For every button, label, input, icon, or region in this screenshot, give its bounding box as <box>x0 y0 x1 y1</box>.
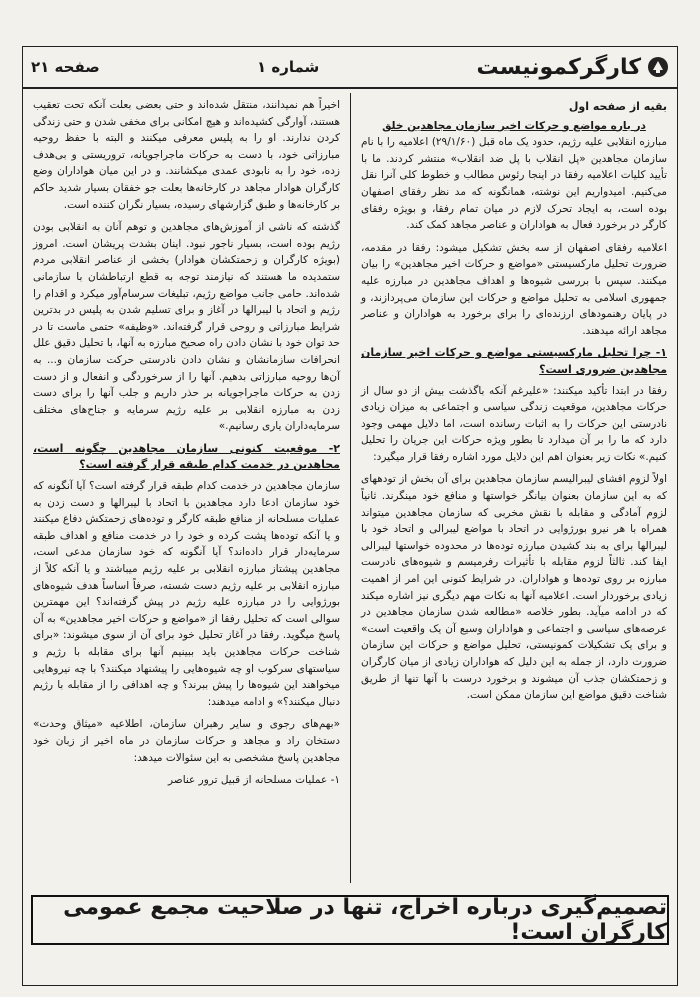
left-column <box>23 93 350 883</box>
masthead <box>23 47 677 89</box>
paragraph: اخیراً هم نمیدانند، منتقل شده‌اند و حتی بعضی بعلت آنکه تحت تعقیب هستند، آوارگی کشیده‌اند و هیچ امکانی برای مخفی شدن و حتی زندگی کردن ندارند. او را به پلیس معرفی میکنند و البته با حفظ روحیه مبارزاتی خود، با دست به حرکات ماجراجویانه، تروریستی و بی‌هدف زده، خود را به نابودی عمدی میکشانند. و در این میان هواداران وضع کارگران هوادار مجاهد در کارخانه‌ها بعلت جو خفقان بسیار شدید حاکم بر کارخانه‌ها و طبق گزارشهای رسیده، بسیار نگران کننده است. <box>33 99 340 211</box>
party-emblem-icon <box>647 56 669 78</box>
paragraph: ۱- عملیات مسلحانه از قبیل ترور عناصر <box>167 774 340 787</box>
paragraph: رفقا در ابتدا تأکید میکنند: «علیرغم آنکه باگذشت بیش از دو سال از حرکات مجاهدین، موقعیت زندگی سیاسی و اجتماعی به میزان زیادی نادرستی این حرکات را به اثبات رسانده است، اما دلایل مهمی وجود دارد که ما را بر آن میدارد تا بطور ویژه حرکات این جریان را تحلیل کنیم.» نکات زیر بعنوان اهم این دلایل مورد اشاره رفقا قرار میگیرد: <box>361 384 667 463</box>
logo <box>477 55 669 80</box>
paragraph: مبارزه انقلابی علیه رژیم، حدود یک ماه قبل (۲۹/۱/۶۰) اعلامیه را با نام سازمان مجاهدین «پل انقلاب با پل ضد انقلاب» منتشر کردند. ما با تأیید کلیات اعلامیه رفقا در اینجا رئوس مطالب و خطوط کلی آنرا نقل می‌کنیم. امیدواریم این نوشته، همانگونه که مد نظر رفقای اصفهان بوده است، به ایجاد تحرک لازم در میان تمام رفقا، و بویژه رفقای کارگر در برخورد فعال به هواداران و عناصر مجاهد کمک کند. <box>361 136 667 232</box>
newspaper-page <box>22 46 678 986</box>
issue-number: شماره ۱ <box>256 58 320 76</box>
right-column <box>350 93 677 883</box>
newspaper-name: کارگرکمونیست <box>476 54 641 80</box>
article-title: در باره مواضع و حرکات اخیر سازمان مجاهدین خلق <box>382 119 646 132</box>
paragraph: «بهم‌های رجوی و سایر رهبران سازمان، اطلاعیه «میثاق وحدت» دستخان راد و مجاهد و حرکات سازمان در ماه اخیر از زبان خود مجاهدین پاسخ مشخصی به این سئوالات میدهد: <box>33 718 340 764</box>
slogan-banner: تصمیم‌گیری درباره اخراج، تنها در صلاحیت مجمع عمومی کارگران است! <box>31 895 669 945</box>
paragraph: اولاً لزوم افشای لیبرالیسم سازمان مجاهدین برای آن بخش از تودههای که به این سازمان بعنوان بیانگر خواستها و منافع خود مینگرند. ثانیاً لزوم آمادگی و مقابله با نقش مخربی که سازمان مجاهدین میتواند همراه با هر نیرو بورژوایی در اتحاد با مواضع لیبرالی و اتحاد خود با لیبرالها برای به بند کشیدن مبارزه توده‌ها در محدوده خواستها لیبرالی ایفا کند. ثالثاً لزوم مقابله با تأثیرات رفرمیسم و شیوه‌های نادرست مبارزه بر روی توده‌ها و هواداران. در شرایط کنونی این امر از اهمیت زیادی برخوردار است. اعلامیه آنها به نکات مهم دیگری نیز اشاره میکند که در ادامه میآید. بطور خلاصه «مطالعه شدن سازمان مجاهدین در عرصه‌های سیاسی و اجتماعی و هواداران وسیع آن یک واقعیت است» و برای یک تشکیلات کمونیستی، تحلیل مواضع و حرکات این سازمان ضرورت دارد، از جمله به این دلیل که هواداران زیادی از میان کارگران و زحمتکشان جذب آن میشوند و برخورد درست با آنها تنها از طریق شناخت دقیق مواضع این سازمان ممکن است. <box>361 473 667 702</box>
paragraph: سازمان مجاهدین در خدمت کدام طبقه قرار گرفته است؟ آیا آنگونه که خود سازمان ادعا دارد مجاهدین با اتحاد با لیبرالها و دست زدن به عملیات مسلحانه از منافع طبقه کارگر و توده‌های زحمتکش دفاع میکنند و یا آنکه توده‌ها پشت کرده و خود را در خدمت منافع و اهداف طبقه سرمایه‌دار قرار داده‌اند؟ آیا آنگونه که خود سازمان مدعی است، مجاهدین پیشتاز مبارزه انقلابی بر علیه رژیم میباشند و یا آنکه کلاً از مبارزه انقلابی بر علیه رژیم دست شسته، صرفاً اساساً هدف شیوه‌های بورژوایی را در مبارزه علیه رژیم در پیش گرفته‌اند؟ این مهمترین سوالی است که تحلیل رفقا از «مواضع و حرکات اخیر مجاهدین» به آن پاسخ میگوید. رفقا در آغاز تحلیل خود برای آن از سوی میشوند: «برای شناخت حرکات مجاهدین باید ببینیم آنها برای مقابله با رژیم و سیاستهای سرکوب او چه شیوه‌هایی را پیشنهاد میکنند؟ با چه نیروهایی میخواهند این شیوه‌ها را پیش ببرند؟ و چه اهدافی را از مقابله با رژیم دنبال میکنند؟» و ادامه میدهند: <box>33 480 340 708</box>
continued-from: بقیه از صفحه اول <box>568 100 667 113</box>
paragraph: گذشته که ناشی از آموزش‌های مجاهدین و توهم آنان به انقلابی بودن رژیم بوده است، بسیار ناجور نبود. اینان بشدت پریشان است. امروز (بویژه کارگران و زحمتکشان هوادار) بخشی از عناصر انقلابی مردم ستمدیده ما هستند که نیازمند توجه به قطع ارتباطشان با سازمانی شده‌اند. حامی جانب مواضع رژیم، تبلیغات سرسام‌آور میکرد و اقدام را رژیم و اتحاد با لیبرالها در آغاز و برای تسلیم شدن به پلیس در بدترین شرایط مبارزاتی و روحی قرار گرفته‌اند. «وظیفه» حتمی ماست تا در حد توان خود با نشان دادن راه صحیح مبارزه به آنها، با تحلیل دقیق علل انحرافات سازمانشان و نشان دادن نادرستی حرکت سازمان و... به آن‌ها روحیه مبارزاتی بدهیم. آنها را از سرخوردگی و انفعال و از دست زدن به حرکات ماجراجویانه بر حذر داریم و جلب آنها را برای دست زدن به مبارزه انقلابی بر علیه رژیم سرمایه و جناح‌های مختلف سرمایه‌داران یاری رسانیم.» <box>33 221 340 433</box>
section-heading: ۱- چرا تحلیل مارکسیستی مواضع و حرکات اخیر سازمان مجاهدین ضروری است؟ <box>361 346 667 376</box>
section-heading: ۲- موقعیت کنونی سازمان مجاهدین چگونه است، مجاهدین در خدمت کدام طبقه قرار گرفته است؟ <box>33 441 340 472</box>
paragraph: اعلامیه رفقای اصفهان از سه بخش تشکیل میشود: رفقا در مقدمه، ضرورت تحلیل مارکسیستی «مواضع و حرکات اخیر مجاهدین» را بیان میکنند. سپس با بررسی شیوه‌ها و اهداف مجاهدین در مبارزه علیه جمهوری اسلامی به تحلیل مواضع و حرکات این سازمان می‌پردازند، و در پایان رهنمودهای ارزنده‌ای را برای برخورد به هواداران و عناصر مجاهد ارائه میدهند. <box>361 241 667 337</box>
page-number: صفحه ۲۱ <box>31 58 100 76</box>
article-columns <box>23 93 677 883</box>
